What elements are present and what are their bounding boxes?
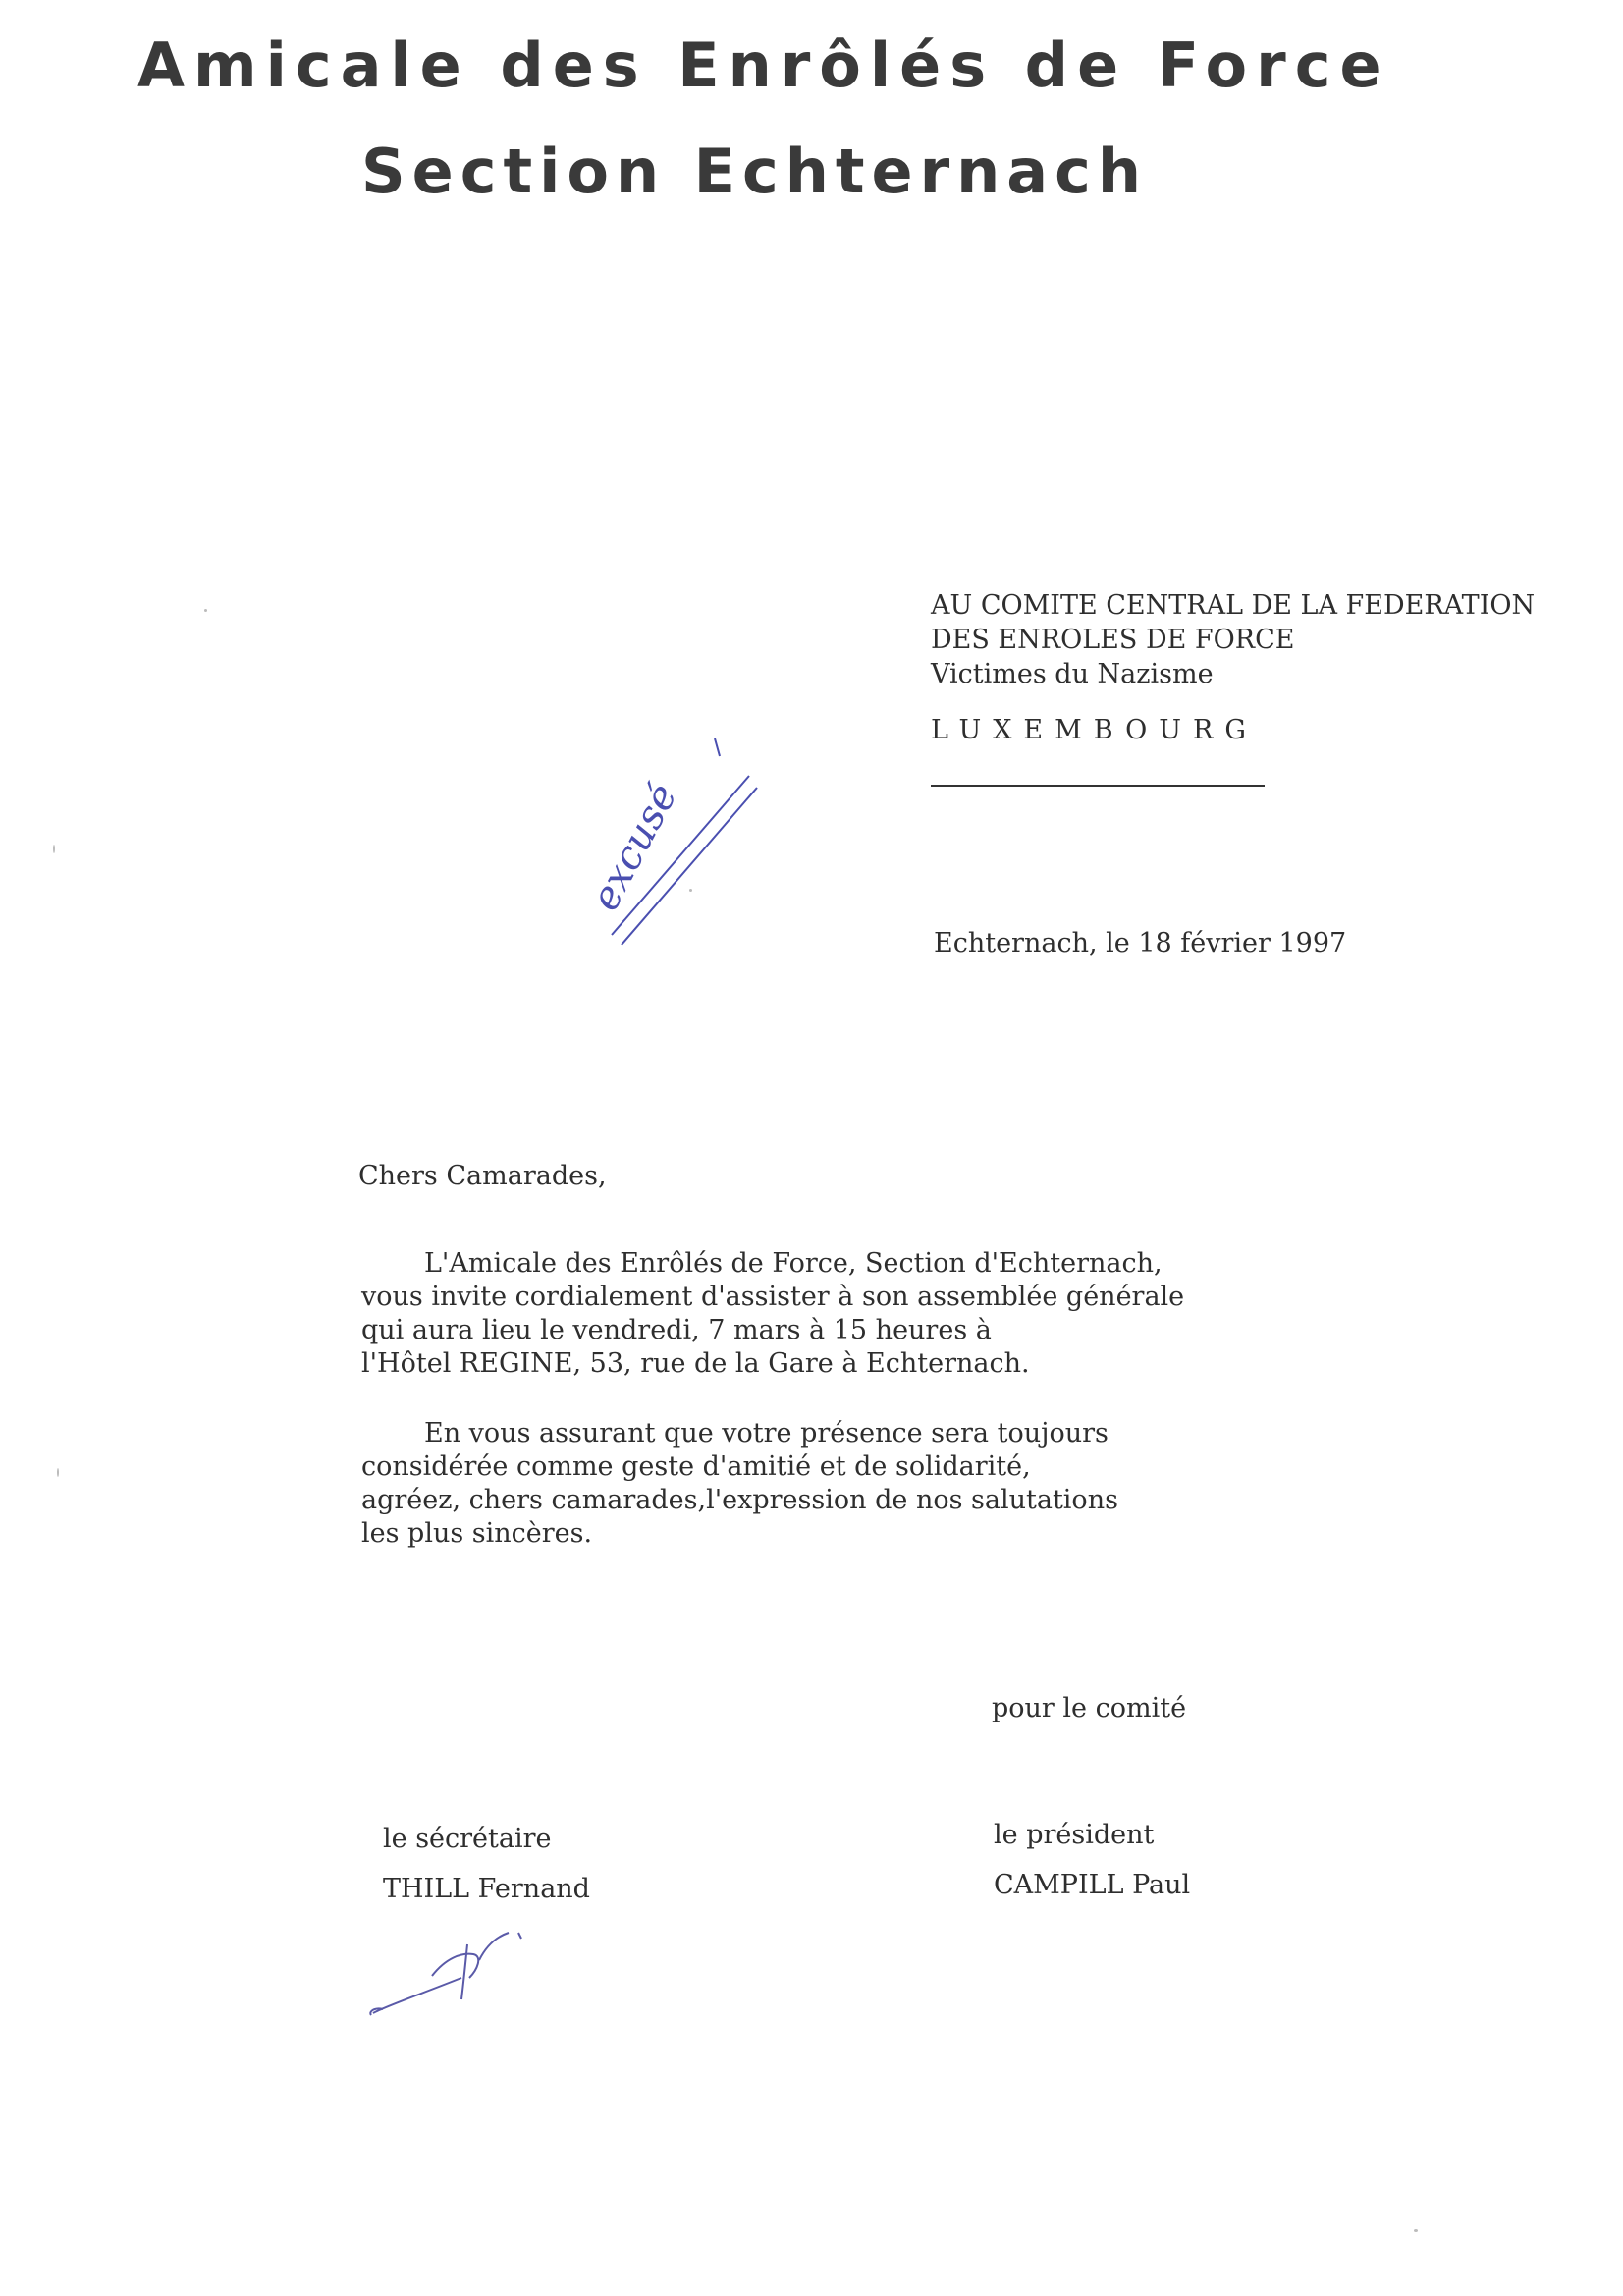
recipient-city: LUXEMBOURG <box>931 715 1258 745</box>
paragraph-line: L'Amicale des Enrôlés de Force, Section d'Echternach, <box>424 1248 1163 1279</box>
paragraph-line: les plus sincères. <box>361 1518 593 1549</box>
secretary-name: THILL Fernand <box>383 1874 590 1904</box>
body-paragraph-closing <box>361 1417 1118 1551</box>
secretary-role: le sécrétaire <box>383 1824 552 1854</box>
letterhead-title: Amicale des Enrôlés de Force <box>137 29 1390 101</box>
signatory-secretary <box>383 1823 590 1923</box>
paragraph-line: l'Hôtel REGINE, 53, rue de la Gare à Echternach. <box>361 1348 1030 1379</box>
signatory-president <box>994 1819 1190 1919</box>
paragraph-line: agréez, chers camarades,l'expression de nos salutations <box>361 1485 1118 1515</box>
president-name: CAMPILL Paul <box>994 1870 1191 1900</box>
paper-speck <box>689 889 692 892</box>
paragraph-line: En vous assurant que votre présence sera toujours <box>424 1418 1109 1449</box>
letter-date: Echternach, le 18 février 1997 <box>934 928 1347 958</box>
paragraph-line: considérée comme geste d'amitié et de solidarité, <box>361 1451 1031 1482</box>
salutation: Chers Camarades, <box>358 1161 607 1191</box>
paper-speck <box>1414 2229 1418 2232</box>
paper-speck <box>204 609 207 612</box>
president-role: le président <box>994 1820 1155 1850</box>
handwritten-annotation-excuse <box>574 727 761 953</box>
paragraph-line: vous invite cordialement d'assister à son assemblée générale <box>361 1282 1185 1312</box>
address-underline <box>931 785 1265 787</box>
paper-speck <box>57 1468 59 1477</box>
recipient-line: AU COMITE CENTRAL DE LA FEDERATION <box>931 590 1536 621</box>
annotation-text: excusé <box>582 776 686 918</box>
letterhead-section: Section Echternach <box>361 136 1149 207</box>
body-paragraph-invitation <box>361 1247 1184 1381</box>
recipient-line: DES ENROLES DE FORCE <box>931 625 1295 655</box>
closing-for-committee: pour le comité <box>992 1693 1187 1723</box>
paper-speck <box>53 845 55 853</box>
secretary-signature <box>363 1925 545 2023</box>
paragraph-line: qui aura lieu le vendredi, 7 mars à 15 heures à <box>361 1315 992 1345</box>
recipient-line: Victimes du Nazisme <box>931 659 1214 689</box>
recipient-address <box>931 589 1535 748</box>
